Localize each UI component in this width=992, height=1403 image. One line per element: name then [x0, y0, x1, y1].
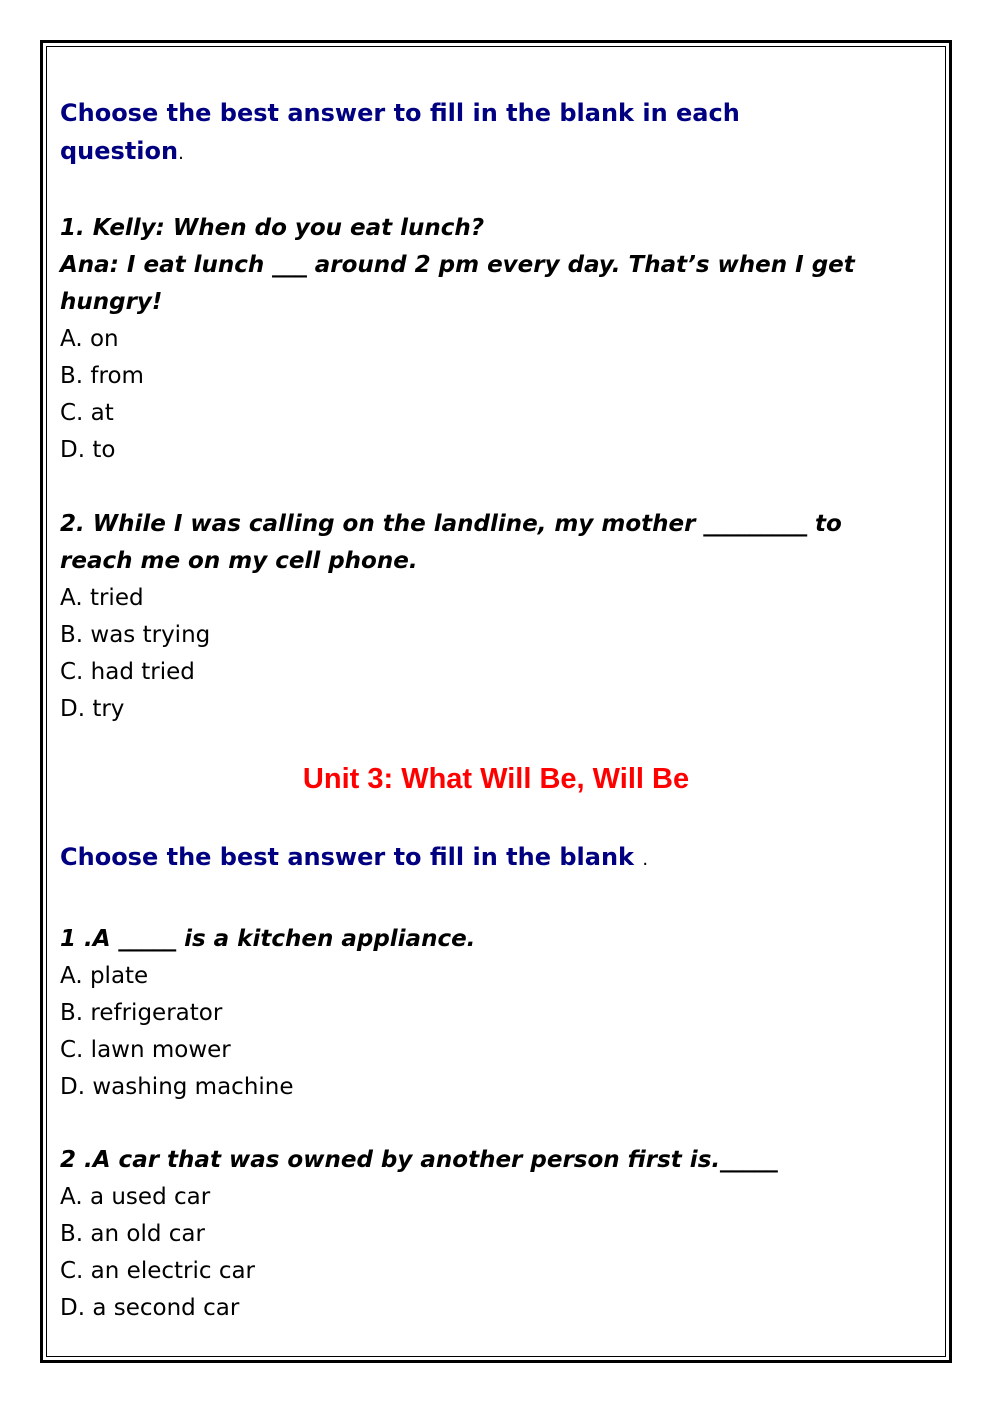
option-c: C. at — [60, 400, 114, 426]
section2-question-2 — [60, 1142, 930, 1327]
section1-question-2 — [60, 506, 930, 728]
option-d: D. washing machine — [60, 1074, 294, 1100]
question-stem-line: 1 .A _____ is a kitchen appliance. — [60, 926, 476, 952]
option-d: D. try — [60, 696, 125, 722]
question-stem-line: 1. Kelly: When do you eat lunch? — [60, 215, 485, 241]
option-a: A. tried — [60, 585, 144, 611]
option-b: B. refrigerator — [60, 1000, 223, 1026]
option-c: C. had tried — [60, 659, 195, 685]
option-a: A. plate — [60, 963, 149, 989]
section1-instruction — [60, 94, 820, 173]
option-c: C. lawn mower — [60, 1037, 231, 1063]
section1-instruction-end: . — [178, 143, 184, 164]
option-c: C. an electric car — [60, 1258, 256, 1284]
question-stem-line: reach me on my cell phone. — [60, 548, 418, 574]
option-d: D. to — [60, 437, 116, 463]
option-d: D. a second car — [60, 1295, 240, 1321]
question-stem-line: Ana: I eat lunch ___ around 2 pm every day. That’s when I get — [60, 252, 855, 278]
unit-title: Unit 3: What Will Be, Will Be — [302, 763, 690, 795]
option-b: B. from — [60, 363, 144, 389]
section1-question-1 — [60, 210, 930, 469]
section2-instruction-text: Choose the best answer to fill in the blank — [60, 843, 634, 871]
question-stem-line: hungry! — [60, 289, 163, 315]
question-stem-line: 2 .A car that was owned by another person first is._____ — [60, 1147, 778, 1173]
option-b: B. an old car — [60, 1221, 205, 1247]
option-b: B. was trying — [60, 622, 211, 648]
question-stem-line: 2. While I was calling on the landline, my mother _________ to — [60, 511, 842, 537]
section2-question-1 — [60, 921, 930, 1106]
section1-instruction-text: Choose the best answer to fill in the blank in each question — [60, 99, 740, 165]
worksheet-content — [60, 94, 930, 1327]
option-a: A. a used car — [60, 1184, 211, 1210]
option-a: A. on — [60, 326, 119, 352]
section2-instruction-end: . — [642, 849, 649, 870]
section2-instruction — [60, 838, 930, 879]
